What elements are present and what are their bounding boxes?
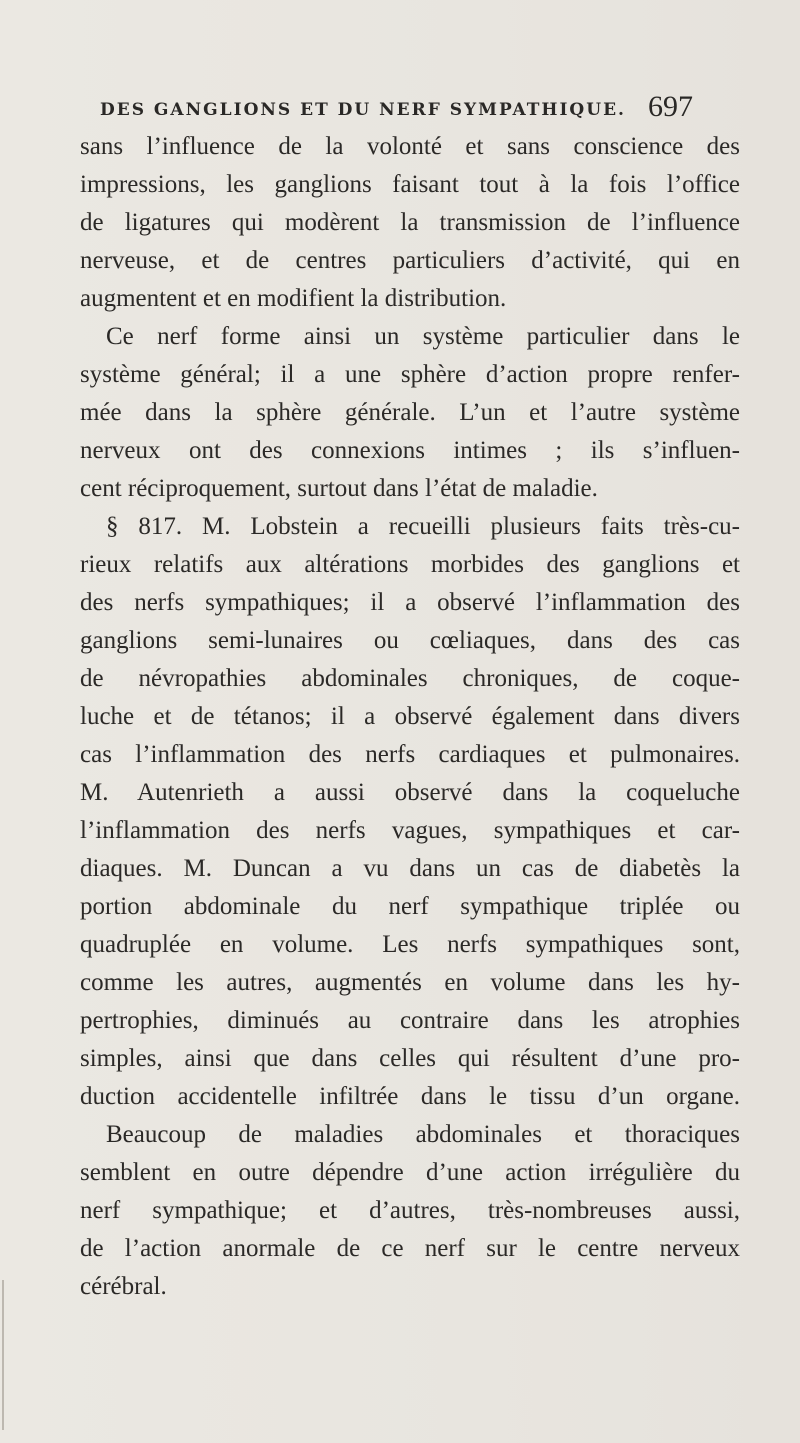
- text-line: portion abdominale du nerf sympathique triplée ou: [80, 893, 740, 920]
- running-title: DES GANGLIONS ET DU NERF SYMPATHIQUE.: [100, 100, 626, 120]
- text-line: sans l’influence de la volonté et sans conscience des: [80, 133, 740, 160]
- text-line: système général; il a une sphère d’action propre renfer-: [80, 361, 740, 388]
- body-text: [80, 128, 740, 1306]
- text-line: des nerfs sympathiques; il a observé l’inflammation des: [80, 589, 740, 616]
- text-line: cas l’inflammation des nerfs cardiaques et pulmonaires.: [80, 741, 740, 768]
- text-line: impressions, les ganglions faisant tout à la fois l’office: [80, 171, 740, 198]
- text-line: luche et de tétanos; il a observé également dans divers: [80, 703, 740, 730]
- text-line: ganglions semi-lunaires ou cœliaques, dans des cas: [80, 627, 740, 654]
- text-line: cérébral.: [80, 1273, 167, 1300]
- page-number: 697: [648, 90, 693, 123]
- text-line: M. Autenrieth a aussi observé dans la coqueluche: [80, 779, 740, 806]
- text-line: nerf sympathique; et d’autres, très-nombreuses aussi,: [80, 1197, 740, 1224]
- text-line: diaques. M. Duncan a vu dans un cas de diabetès la: [80, 855, 740, 882]
- text-line: rieux relatifs aux altérations morbides des ganglions et: [80, 551, 740, 578]
- text-line: mée dans la sphère générale. L’un et l’autre système: [80, 399, 740, 426]
- running-header: [100, 90, 740, 124]
- text-line: semblent en outre dépendre d’une action irrégulière du: [80, 1159, 740, 1186]
- text-line: de névropathies abdominales chroniques, de coque-: [80, 665, 740, 692]
- paragraph-start-line: Beaucoup de maladies abdominales et thoraciques: [106, 1121, 740, 1148]
- text-line: quadruplée en volume. Les nerfs sympathiques sont,: [80, 931, 740, 958]
- text-line: pertrophies, diminués au contraire dans les atrophies: [80, 1007, 740, 1034]
- text-line: simples, ainsi que dans celles qui résultent d’une pro-: [80, 1045, 740, 1072]
- text-line: de ligatures qui modèrent la transmission de l’influence: [80, 209, 740, 236]
- paragraph-start-line: § 817. M. Lobstein a recueilli plusieurs faits très-cu-: [106, 513, 740, 540]
- text-line: duction accidentelle infiltrée dans le tissu d’un organe.: [80, 1083, 740, 1110]
- paragraph-start-line: Ce nerf forme ainsi un système particulier dans le: [106, 323, 740, 350]
- text-line: l’inflammation des nerfs vagues, sympathiques et car-: [80, 817, 740, 844]
- text-line: nerveux ont des connexions intimes ; ils s’influen-: [80, 437, 740, 464]
- text-line: de l’action anormale de ce nerf sur le centre nerveux: [80, 1235, 740, 1262]
- text-line: augmentent et en modifient la distribution.: [80, 285, 507, 312]
- text-line: nerveuse, et de centres particuliers d’activité, qui en: [80, 247, 740, 274]
- text-line: comme les autres, augmentés en volume dans les hy-: [80, 969, 740, 996]
- page-edge-shadow: [2, 1280, 4, 1430]
- text-line: cent réciproquement, surtout dans l’état de maladie.: [80, 475, 598, 502]
